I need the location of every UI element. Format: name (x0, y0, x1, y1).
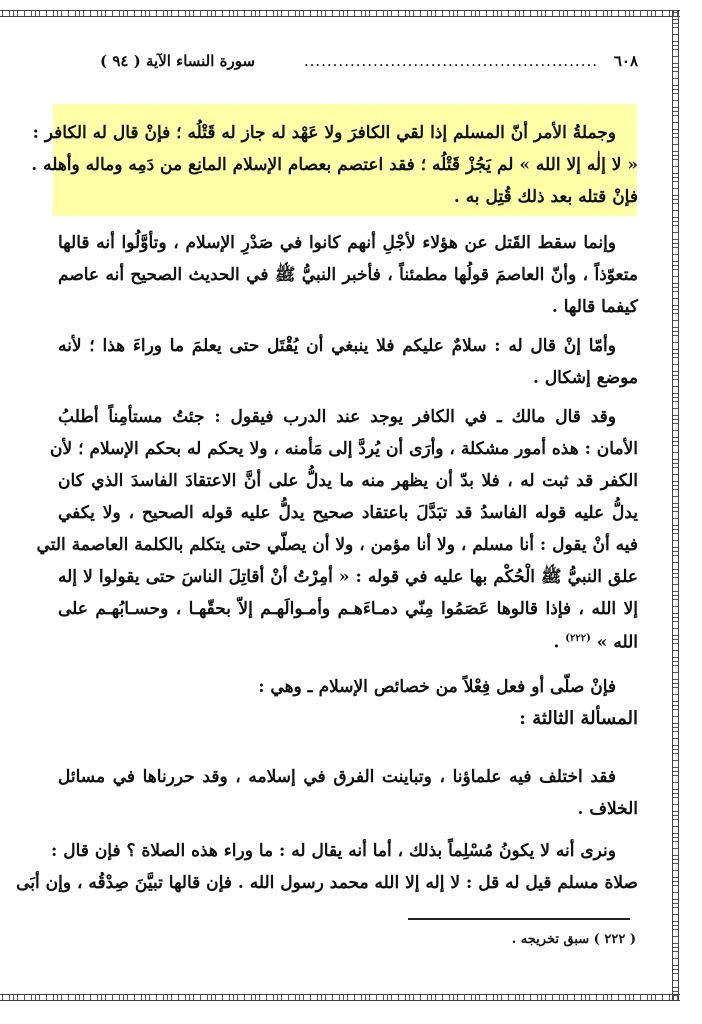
text-line: فإنْ صلّى أو فعل فِعْلاً من خصائص الإسلام ـ وهي : (258, 677, 616, 697)
footnote-text: سبق تخريجه . (511, 932, 590, 947)
text-line: فإنْ قتله بعد ذلك قُتِل به . (453, 187, 638, 207)
end-punctuation: . (553, 632, 560, 653)
text-line: يدلُّ عليه قوله الفاسدُ قد تبَدَّلَ باعتقاد صحيح يدلُّ عليه قوله الصحيح ، ولا يكفي (58, 503, 638, 523)
text-line: وقد قال مالك ـ في الكافر يوجد عند الدرب فيقول : جئتُ مستأمِناً أطلبُ (58, 407, 616, 427)
page-number: ٦٠٨ (613, 52, 638, 70)
header-leader-dots: ................................................... (303, 52, 598, 70)
text-line: صلاة مسلم قيل له قل : لا إله إلا الله محمد رسول الله . فإن قالها تبيَّنَ صِدْقُه ، وإن أبَى (16, 873, 638, 893)
text-line: إلا الله ، فإذا قالوها عَصَمُوا مِنّي دمـاءَهـم وأمـوالَهـم إلاّ بحقّهـا ، وحسـابُهـم على (58, 599, 638, 619)
footnote-reference: (٢٢٢) (565, 633, 591, 644)
text-line: متعوّذاً ، وأنّ العاصمَ قولُها مطمئناً ، فأخبر النبيُّ ﷺ في الحديث الصحيح أنه عاصم (58, 265, 638, 285)
text-line: وإنما سقط القَتل عن هؤلاء لأجْلِ أنهم كانوا في صَدْرِ الإسلام ، وتأوَّلُوا أنه قالها (58, 233, 616, 253)
text-line: ونرى أنه لا يكونُ مُسْلِماً بذلك ، أما أنه يقال له : ما وراء هذه الصلاة ؟ فإن قال : (51, 841, 616, 861)
footnote-number: ( ٢٢٢ ) (593, 932, 636, 947)
decorative-border-right (672, 10, 679, 1001)
text-line: وأمّا إنْ قال له : سلامٌ عليكم فلا ينبغي أن يُقْتَل حتى يعلمَ ما وراءَ هذا ؛ لأنه (58, 336, 616, 356)
running-header (100, 48, 638, 74)
quote-close: الله » (596, 632, 638, 653)
footnote-separator (408, 918, 630, 920)
decorative-border-bottom (0, 994, 680, 1001)
text-line: موضع إشكال . (532, 368, 638, 388)
text-line: الأمان : هذه أمور مشكلة ، وأرَى أن يُردَّ إلى مَأمنه ، ولا يحكم له بحكم الإسلام ؛ لأن (50, 439, 638, 459)
text-line: وجملةُ الأمر أنّ المسلم إذا لقي الكافرَ ولا عَهْد له جاز له قَتْلُه ؛ فإنْ قال له الكافر : (32, 123, 616, 143)
text-line: فيه أنْ يقول : أنا مسلم ، ولا أنا مؤمن ، ولا أن يصلّي حتى يتكلم بالكلمة العاصمة التي (36, 535, 638, 555)
text-line: « لا إلٰه إلا الله » لم يَجُزْ قَتْلُه ؛ فقد اعتصم بعصام الإسلام المانِع من دَمِه وماله وأهله . (31, 155, 638, 175)
text-line: الكفر قد ثبت له ، فلا بدّ أن يظهر منه ما يدلُّ على أنَّ الاعتقادَ الفاسدَ الذي كان (58, 471, 638, 491)
text-line: كيفما قالها . (551, 297, 638, 317)
running-title: سورة النساء الآية ( ٩٤ ) (100, 52, 256, 70)
text-line: فقد اختلف فيه علماؤنا ، وتباينت الفرق في إسلامه ، وقد حررناها في مسائل (58, 767, 616, 787)
text-line (58, 624, 638, 654)
text-line: علق النبيُّ ﷺ الْحُكْم بها عليه في قوله : « أمِرْتُ أنْ أقاتِلَ الناسَ حتى يقولوا لا إله (58, 567, 638, 587)
text-line: الخلاف . (577, 799, 638, 819)
section-heading: المسألة الثالثة : (519, 708, 638, 729)
decorative-border-top (0, 10, 680, 17)
footnote (300, 928, 636, 952)
